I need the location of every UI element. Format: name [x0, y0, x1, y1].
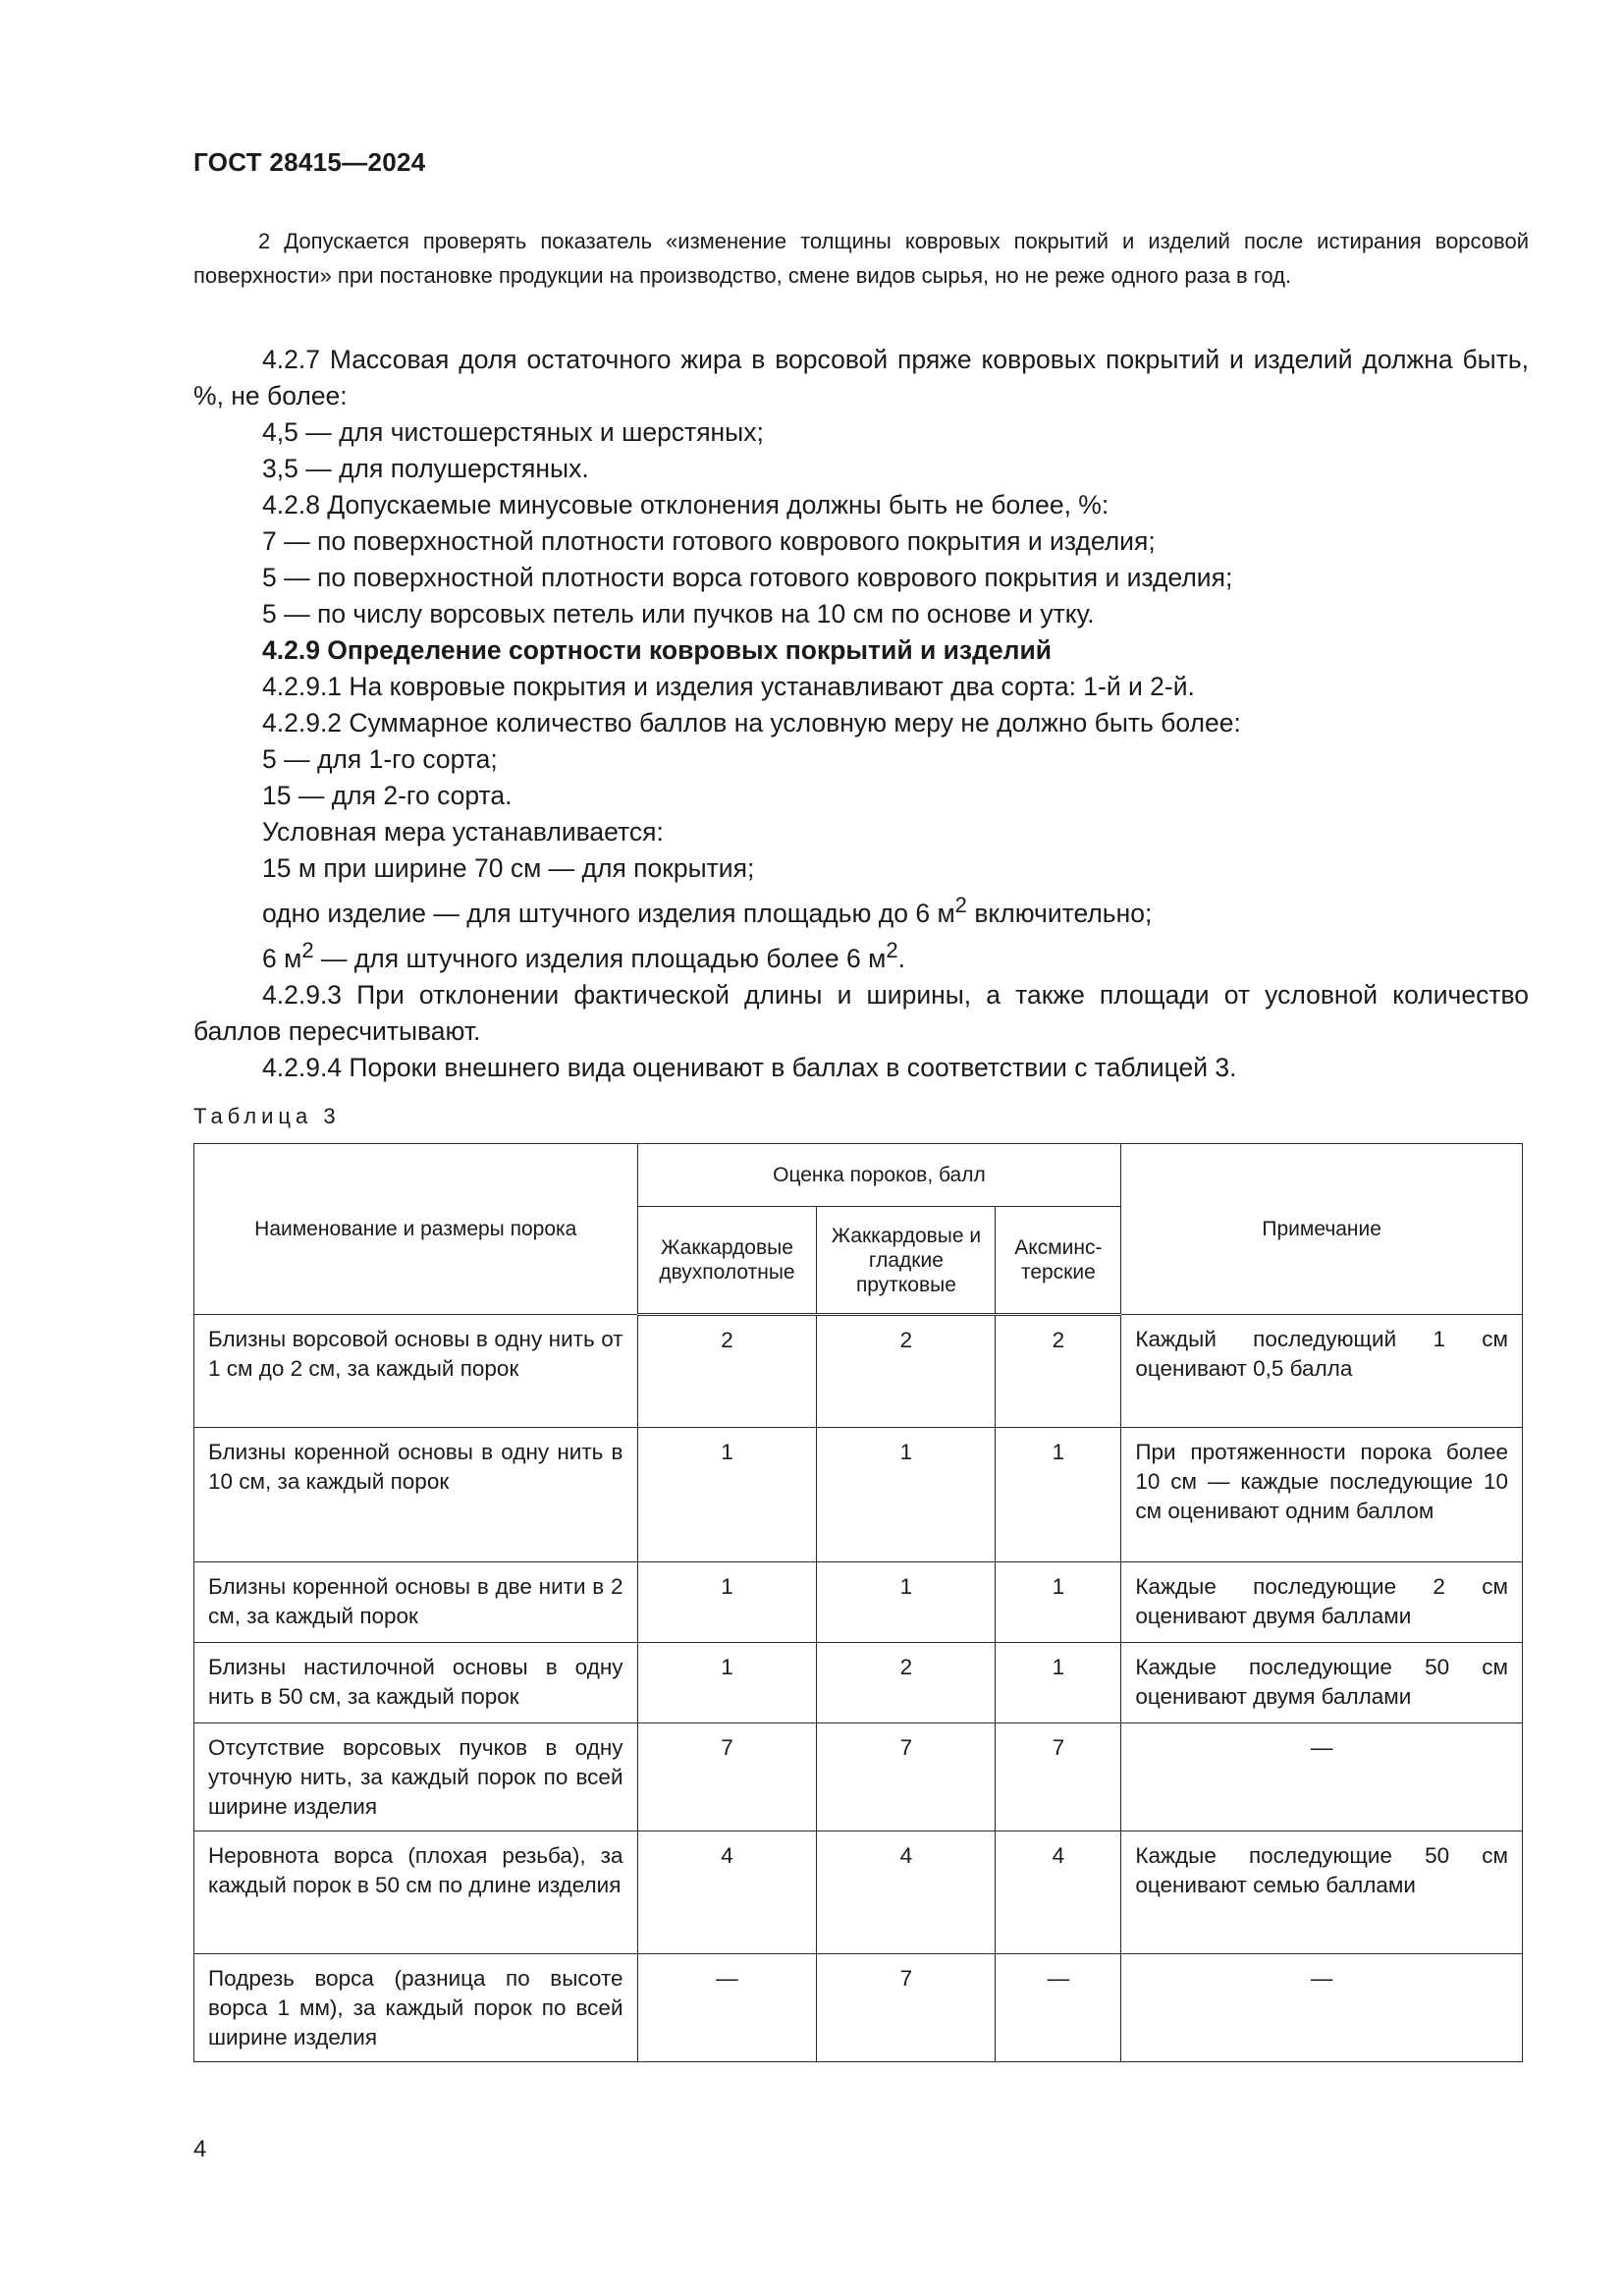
header-group: Оценка пороков, балл — [637, 1144, 1121, 1207]
defect-name: Близны коренной основы в две нити в 2 см, за каждый порок — [194, 1562, 638, 1643]
score-cell: 1 — [817, 1428, 996, 1562]
page-number: 4 — [193, 2136, 207, 2162]
score-cell: 2 — [637, 1315, 817, 1428]
score-cell: 4 — [996, 1831, 1121, 1954]
table-row — [194, 1723, 1523, 1831]
text-part: — для штучного изделия площадью более 6 м — [313, 943, 887, 973]
text-part: 6 м — [262, 943, 302, 973]
body-text — [193, 342, 1529, 1086]
table-body — [194, 1315, 1523, 2062]
score-cell: 1 — [637, 1428, 817, 1562]
score-cell: 4 — [637, 1831, 817, 1954]
score-cell: 1 — [996, 1643, 1121, 1723]
table-caption: Таблица 3 — [193, 1104, 341, 1128]
score-cell: 1 — [996, 1562, 1121, 1643]
text-part: включительно; — [966, 898, 1153, 928]
score-cell: — — [996, 1954, 1121, 2062]
defect-name: Близны коренной основы в одну нить в 10 см, за каждый порок — [194, 1428, 638, 1562]
clause-4-2-7: 4.2.7 Массовая доля остаточного жира в ворсовой пряже ковровых покрытий и изделий должна быть, %, не более: — [193, 345, 1529, 410]
note-block — [193, 224, 1529, 293]
score-cell: 1 — [637, 1562, 817, 1643]
score-cell: 1 — [637, 1643, 817, 1723]
score-cell: 4 — [817, 1831, 996, 1954]
list-item: 5 — для 1-го сорта; — [262, 744, 498, 774]
list-item: 5 — по числу ворсовых петель или пучков на 10 см по основе и утку. — [262, 599, 1095, 629]
clause-4-2-9-heading: 4.2.9 Определение сортности ковровых покрытий и изделий — [262, 635, 1053, 665]
note-cell: Каждые последующие 50 см оценивают двумя баллами — [1121, 1643, 1523, 1723]
note-cell: При протяженности порока более 10 см — каждые последующие 10 см оценивают одним баллом — [1121, 1428, 1523, 1562]
defects-table — [193, 1143, 1523, 2062]
defect-name: Близны ворсовой основы в одну нить от 1 см до 2 см, за каждый порок — [194, 1315, 638, 1428]
score-cell: 7 — [996, 1723, 1121, 1831]
superscript: 2 — [886, 937, 898, 962]
clause-4-2-9-4: 4.2.9.4 Пороки внешнего вида оценивают в баллах в соответствии с таблицей 3. — [262, 1052, 1237, 1082]
table-row — [194, 1954, 1523, 2062]
note-cell: Каждые последующие 50 см оценивают семью баллами — [1121, 1831, 1523, 1954]
header-col-jacquard-plain: Жаккардовые и гладкие прутковые — [817, 1207, 996, 1315]
text-part: . — [897, 943, 905, 973]
table-row — [194, 1562, 1523, 1643]
header-col-axminster: Аксминс-терские — [996, 1207, 1121, 1315]
table-row — [194, 1643, 1523, 1723]
superscript: 2 — [301, 937, 314, 962]
table-row — [194, 1315, 1523, 1428]
score-cell: 7 — [817, 1954, 996, 2062]
document-header: ГОСТ 28415—2024 — [193, 147, 426, 177]
defect-name: Отсутствие ворсовых пучков в одну уточную нить, за каждый порок по всей ширине изделия — [194, 1723, 638, 1831]
list-item: 3,5 — для полушерстяных. — [262, 454, 589, 483]
list-item — [193, 887, 1529, 932]
note-cell: — — [1121, 1723, 1523, 1831]
header-name: Наименование и размеры порока — [194, 1144, 638, 1315]
score-cell: 1 — [996, 1428, 1121, 1562]
clause-4-2-8: 4.2.8 Допускаемые минусовые отклонения должны быть не более, %: — [262, 490, 1109, 519]
score-cell: 1 — [817, 1562, 996, 1643]
header-note: Примечание — [1121, 1144, 1523, 1315]
score-cell: — — [637, 1954, 817, 2062]
list-item: 4,5 — для чистошерстяных и шерстяных; — [262, 417, 764, 447]
list-item: 15 — для 2-го сорта. — [262, 781, 513, 810]
table-row — [194, 1428, 1523, 1562]
header-col-jacquard-double: Жаккардовые двухполотные — [637, 1207, 817, 1315]
clause-4-2-9-2: 4.2.9.2 Суммарное количество баллов на условную меру не должно быть более: — [262, 708, 1241, 738]
defect-name: Близны настилочной основы в одну нить в 50 см, за каждый порок — [194, 1643, 638, 1723]
score-cell: 2 — [817, 1315, 996, 1428]
list-item: 7 — по поверхностной плотности готового коврового покрытия и изделия; — [262, 526, 1156, 556]
note-cell: Каждые последующие 2 см оценивают двумя баллами — [1121, 1562, 1523, 1643]
clause-4-2-9-3: 4.2.9.3 При отклонении фактической длины и ширины, а также площади от условной количество баллов пересчитывают. — [193, 979, 1529, 1046]
score-cell: 2 — [996, 1315, 1121, 1428]
clause-4-2-9-1: 4.2.9.1 На ковровые покрытия и изделия устанавливают два сорта: 1-й и 2-й. — [262, 672, 1195, 701]
list-item: 5 — по поверхностной плотности ворса готового коврового покрытия и изделия; — [262, 563, 1233, 592]
text-part: одно изделие — для штучного изделия площадью до 6 м — [262, 898, 955, 928]
score-cell: 7 — [817, 1723, 996, 1831]
header-row — [194, 1144, 1523, 1207]
table-row — [194, 1831, 1523, 1954]
note-cell: — — [1121, 1954, 1523, 2062]
list-item — [193, 932, 1529, 977]
table-head — [194, 1144, 1523, 1315]
conventional-measure-intro: Условная мера устанавливается: — [262, 817, 664, 847]
note-text: 2 Допускается проверять показатель «изменение толщины ковровых покрытий и изделий после истирания ворсовой поверхности» при постановке продукции на производство, смене видов сырья, но не реже одного раза в год. — [193, 229, 1529, 288]
superscript: 2 — [954, 893, 967, 917]
note-cell: Каждый последующий 1 см оценивают 0,5 балла — [1121, 1315, 1523, 1428]
defect-name: Неровнота ворса (плохая резьба), за каждый порок в 50 см по длине изделия — [194, 1831, 638, 1954]
score-cell: 7 — [637, 1723, 817, 1831]
list-item: 15 м при ширине 70 см — для покрытия; — [262, 853, 755, 883]
score-cell: 2 — [817, 1643, 996, 1723]
defect-name: Подрезь ворса (разница по высоте ворса 1 мм), за каждый порок по всей ширине изделия — [194, 1954, 638, 2062]
